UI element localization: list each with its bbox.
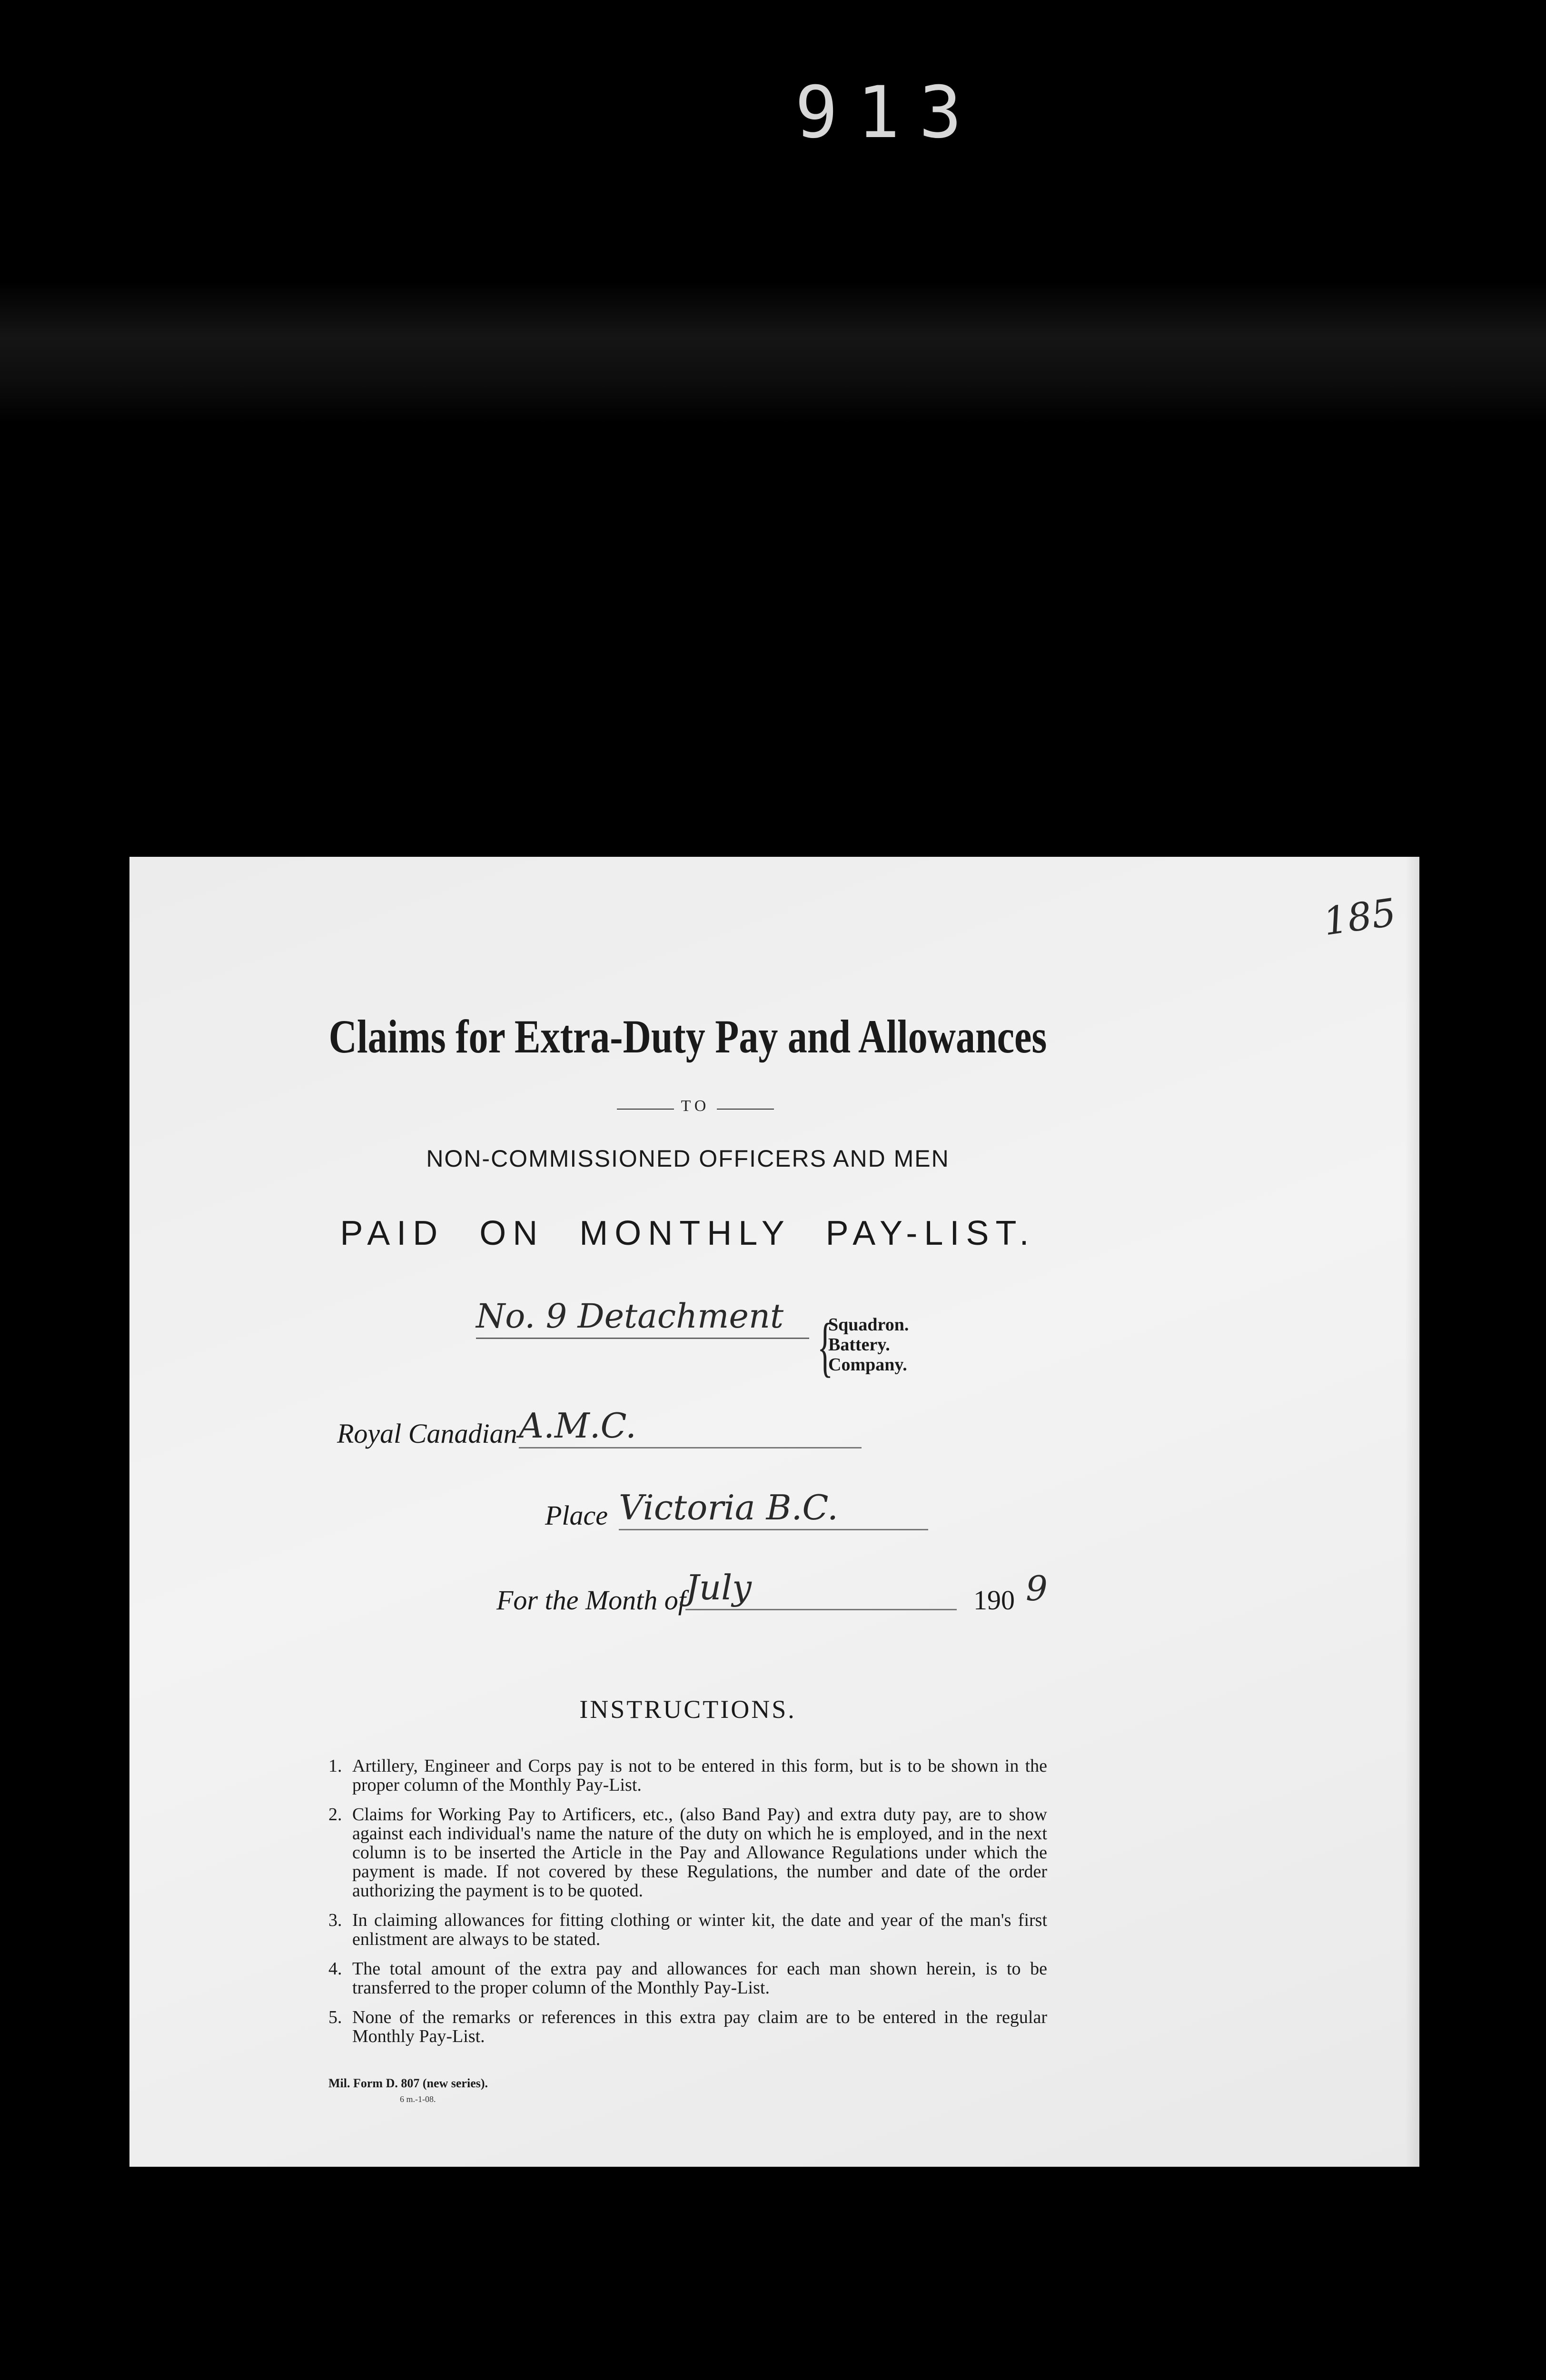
instruction-number: 3.: [328, 1910, 342, 1930]
to-separator: TO: [617, 1097, 774, 1116]
film-band: [0, 281, 1546, 424]
instruction-item: [328, 2008, 1047, 2046]
instruction-text: In claiming allowances for fitting clothing or winter kit, the date and year of the man's first enlistment are always to be stated.: [352, 1910, 1047, 1949]
brace-glyph: {: [817, 1310, 833, 1384]
month-label: For the Month of: [496, 1585, 686, 1616]
instruction-number: 5.: [328, 2007, 342, 2027]
document-title: Claims for Extra-Duty Pay and Allowances: [328, 1010, 1047, 1063]
print-code: 6 m.-1-08.: [400, 2094, 436, 2104]
unit-option-squadron: Squadron.: [828, 1315, 909, 1335]
place-field: Victoria B.C.: [619, 1486, 928, 1530]
month-field: July: [685, 1566, 957, 1610]
instruction-item: [328, 1959, 1047, 1997]
instruction-text: None of the remarks or references in this extra pay claim are to be entered in the regular Monthly Pay-List.: [352, 2007, 1047, 2046]
page-edge: [1405, 857, 1419, 2167]
instruction-item: [328, 1756, 1047, 1795]
unit-option-company: Company.: [828, 1355, 907, 1375]
form-number: Mil. Form D. 807 (new series).: [328, 2076, 488, 2090]
instruction-number: 1.: [328, 1756, 342, 1776]
instruction-number: 4.: [328, 1959, 342, 1979]
instruction-text: Artillery, Engineer and Corps pay is not to be entered in this form, but is to be shown in the proper column of the Monthly Pay-List.: [352, 1756, 1047, 1795]
folio-number: 185: [1320, 890, 1399, 944]
unit-options: [828, 1315, 909, 1375]
place-label: Place: [545, 1500, 608, 1531]
paid-heading: PAID ON MONTHLY PAY-LIST.: [340, 1214, 1036, 1252]
instruction-number: 2.: [328, 1805, 342, 1825]
year-prefix: 190: [973, 1585, 1015, 1616]
unit-field: No. 9 Detachment: [476, 1295, 809, 1339]
year-suffix: 9: [1026, 1568, 1048, 1608]
instruction-item: [328, 1805, 1047, 1900]
royal-canadian-label: Royal Canadian: [337, 1418, 517, 1449]
frame-number: 913: [795, 71, 981, 154]
royal-canadian-field: A.M.C.: [519, 1404, 862, 1448]
instructions-list: [328, 1756, 1047, 2056]
instruction-item: [328, 1911, 1047, 1949]
instruction-text: Claims for Working Pay to Artificers, etc., (also Band Pay) and extra duty pay, are to show against each individual's name the nature of the duty on which he is employed, and in the next column is to be inserted the Article in the Pay and Allowance Regulations under which the payment is made. If not covered by these Regulations, the number and date of the order authorizing the payment is to be quoted.: [352, 1805, 1047, 1901]
document-subtitle: NON-COMMISSIONED OFFICERS AND MEN: [426, 1145, 950, 1172]
instruction-text: The total amount of the extra pay and allowances for each man shown herein, is to be transferred to the proper column of the Monthly Pay-List.: [352, 1959, 1047, 1998]
instructions-heading: INSTRUCTIONS.: [579, 1695, 796, 1724]
unit-option-battery: Battery.: [828, 1335, 890, 1355]
